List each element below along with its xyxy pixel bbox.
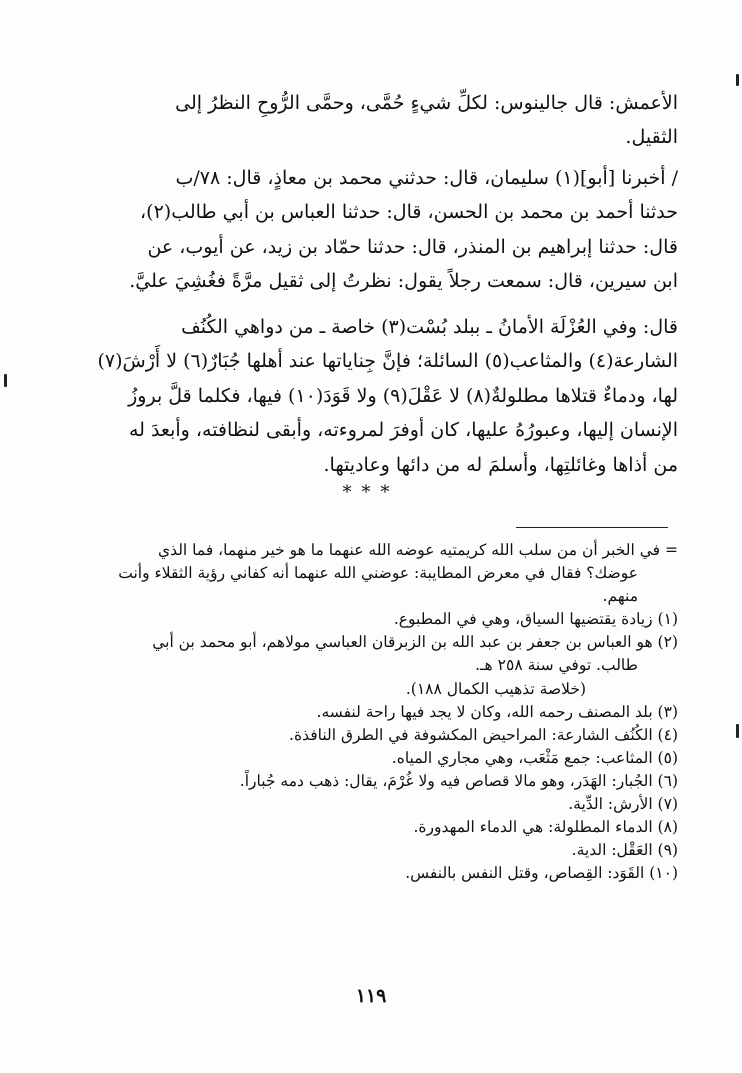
footnote-line: منهم. bbox=[602, 587, 638, 606]
footnotes bbox=[70, 539, 678, 885]
footnote-line: (١٠) القَوَد: القِصاص، وقتل النفس بالنفس. bbox=[405, 864, 678, 883]
paragraph-3 bbox=[70, 310, 678, 482]
footnote-line: طالب. توفي سنة ٢٥٨ هـ. bbox=[475, 656, 638, 675]
paragraph-2-line: حدثنا أحمد بن محمد بن الحسن، قال: حدثنا العباس بن أبي طالب(٢)، bbox=[140, 201, 678, 224]
footnote-line: (٤) الكُنُف الشارعة: المراحيض المكشوفة في الطرق النافذة. bbox=[289, 725, 678, 744]
footnote-line: (٦) الجُبار: الهَدَر، وهو مالا قصاص فيه ولا غُرْمَ، يقال: ذهب دمه جُباراً. bbox=[239, 771, 678, 790]
scan-edge-mark bbox=[736, 74, 739, 86]
footnote-line: (٥) المثاعب: جمع مَثْعَب، وهي مجاري المياه. bbox=[391, 748, 678, 767]
paragraph-3-line: لها، ودماءٌ قتلاها مطلولةٌ(٨) لا عَقْلَ(٩) ولا قَوَدَ(١٠) فيها، فكلما قلَّ بروزُ bbox=[128, 384, 678, 407]
scan-edge-mark bbox=[4, 374, 7, 387]
paragraph-3-line: الإنسان إليها، وعبورُهُ عليها، كان أوفرَ لمروءته، وأبقى لنظافته، وأبعدَ له bbox=[128, 419, 678, 442]
footnote-line: (٧) الأرش: الدِّية. bbox=[568, 795, 678, 814]
footnote-line: (٣) بلد المصنف رحمه الله، وكان لا يجد فيها راحة لنفسه. bbox=[316, 702, 678, 721]
page-number: ١١٩ bbox=[355, 985, 387, 1007]
paragraph-3-line: الشارعة(٤) والمثاعب(٥) السائلة؛ فإنَّ جِناياتها عند أهلها جُبَارٌ(٦) لا أَرْشَ(٧) bbox=[97, 350, 678, 373]
paragraph-1 bbox=[70, 86, 678, 155]
paragraph-2-line: ابن سيرين، قال: سمعت رجلاً يقول: نظرتُ إلى ثقيل مرَّةً فغُشِيَ عليَّ. bbox=[129, 270, 678, 293]
paragraph-2 bbox=[60, 161, 678, 299]
paragraph-2-line: قال: حدثنا إبراهيم بن المنذر، قال: حدثنا حمّاد بن زيد، عن أيوب، عن bbox=[147, 235, 678, 258]
footnote-line: = في الخبر أن من سلب الله كريمتيه عوضه الله عنهما ما هو خير منهما، فما الذي bbox=[157, 541, 678, 559]
paragraph-2-line: / أخبرنا [أبو](١) سليمان، قال: حدثني محمد بن معاذٍ، قال: ٧٨/ب bbox=[175, 167, 678, 189]
footnote-line: (٢) هو العباس بن جعفر بن عبد الله بن الزبرقان العباسي مولاهم، أبو محمد بن أبي bbox=[152, 633, 678, 652]
footnote-line: (٩) العَقْل: الدية. bbox=[571, 841, 678, 860]
section-separator: *** bbox=[342, 482, 400, 503]
footnote-line: عوضك؟ فقال في معرض المطايبة: عوضني الله عنهما أنه كفاني رؤية الثقلاء وأنت bbox=[118, 564, 638, 583]
paragraph-1-line: الأعمش: قال جالينوس: لكلِّ شيءٍ حُمَّى، وحمَّى الرُّوحِ النظرُ إلى bbox=[175, 92, 678, 114]
footnote-line: (١) زيادة يقتضيها السياق، وهي في المطبوع. bbox=[393, 610, 678, 629]
scan-edge-mark bbox=[736, 724, 739, 738]
footnote-line: (خلاصة تذهيب الكمال ١٨٨). bbox=[405, 679, 586, 698]
footnote-line: (٨) الدماء المطلولة: هي الدماء المهدورة. bbox=[413, 818, 678, 837]
footnote-divider bbox=[516, 527, 668, 528]
paragraph-1-line: الثقيل. bbox=[625, 126, 678, 149]
paragraph-3-line: من أذاها وغائلتِها، وأسلمَ له من دائها وعاديتها. bbox=[323, 453, 678, 476]
paragraph-3-line: قال: وفي العُزْلَة الأمانُ ـ ببلد بُسْت(٣) خاصة ـ من دواهي الكُنُف bbox=[181, 316, 678, 338]
